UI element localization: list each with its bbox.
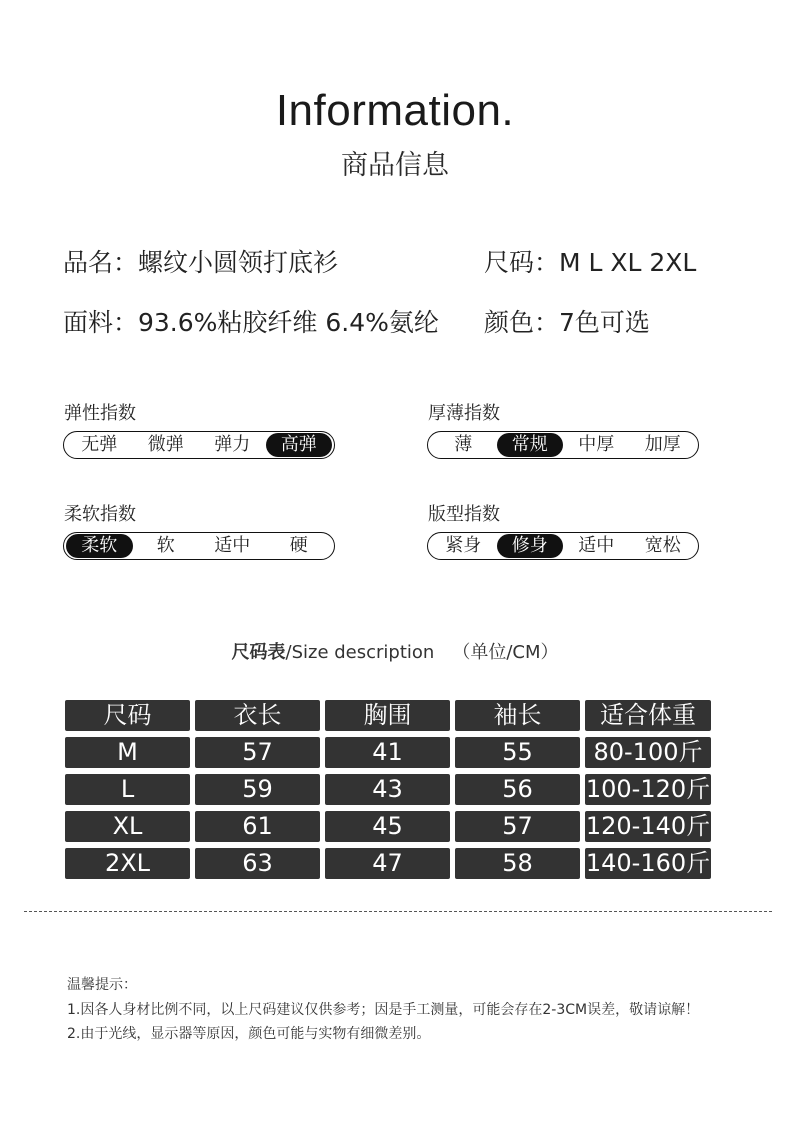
title-cn: 商品信息 — [341, 150, 449, 181]
index-option: 柔软 — [66, 534, 133, 558]
info-name: 品名：螺纹小圆领打底衫 — [63, 248, 339, 277]
notes-line-2: 2.由于光线，显示器等原因，颜色可能与实物有细微差别。 — [67, 1026, 431, 1042]
index-option: 适中 — [214, 535, 251, 556]
table-cell: 55 — [455, 737, 580, 768]
table-cell: 57 — [455, 811, 580, 842]
index-title: 弹性指数 — [64, 403, 136, 424]
index-scale — [63, 532, 335, 560]
index-option: 弹力 — [214, 434, 251, 455]
index-option: 高弹 — [266, 433, 333, 457]
index-option: 软 — [156, 535, 175, 556]
index-option: 修身 — [497, 534, 564, 558]
table-cell: M — [65, 737, 190, 768]
size-chart-heading-bold: 尺码表 — [231, 642, 286, 663]
table-cell: 47 — [325, 848, 450, 879]
index-option: 微弹 — [147, 434, 184, 455]
table-cell: 41 — [325, 737, 450, 768]
index-option: 无弹 — [81, 434, 118, 455]
index-scale — [427, 431, 699, 459]
table-cell: L — [65, 774, 190, 805]
table-cell: XL — [65, 811, 190, 842]
table-cell: 140-160斤 — [585, 849, 711, 877]
title-en: Information. — [275, 86, 515, 135]
index-title: 厚薄指数 — [428, 403, 500, 424]
dashed-divider — [24, 911, 772, 912]
info-color: 颜色：7色可选 — [484, 308, 650, 337]
index-option: 宽松 — [644, 535, 681, 556]
table-cell: 100-120斤 — [585, 775, 711, 803]
table-cell: 63 — [195, 848, 320, 879]
table-header-cell: 袖长 — [455, 700, 580, 731]
table-cell: 43 — [325, 774, 450, 805]
table-cell: 57 — [195, 737, 320, 768]
size-chart-heading-rest: /Size description — [285, 642, 435, 663]
table-cell: 45 — [325, 811, 450, 842]
index-option: 硬 — [289, 535, 308, 556]
notes-title: 温馨提示： — [67, 977, 137, 993]
table-cell: 56 — [455, 774, 580, 805]
table-cell: 80-100斤 — [585, 737, 711, 768]
table-cell: 120-140斤 — [585, 812, 711, 840]
table-header-cell: 胸围 — [325, 700, 450, 731]
index-title: 版型指数 — [428, 504, 500, 525]
index-scale — [63, 431, 335, 459]
index-option: 中厚 — [578, 434, 615, 455]
info-fabric: 面料：93.6%粘胶纤维 6.4%氨纶 — [63, 308, 439, 337]
table-header-cell: 尺码 — [65, 700, 190, 731]
table-cell: 58 — [455, 848, 580, 879]
index-option: 紧身 — [445, 535, 482, 556]
table-cell: 59 — [195, 774, 320, 805]
table-header-cell: 适合体重 — [585, 700, 711, 731]
index-option: 薄 — [454, 434, 473, 455]
size-chart-heading — [0, 638, 790, 664]
index-scale — [427, 532, 699, 560]
index-option: 常规 — [497, 433, 564, 457]
table-cell: 2XL — [65, 848, 190, 879]
notes-line-1: 1.因各人身材比例不同，以上尺码建议仅供参考；因是手工测量，可能会存在2-3CM误差，敬请谅解！ — [67, 1002, 700, 1018]
table-header-cell: 衣长 — [195, 700, 320, 731]
index-option: 加厚 — [644, 434, 681, 455]
index-title: 柔软指数 — [64, 504, 136, 525]
info-size: 尺码：M L XL 2XL — [484, 248, 697, 277]
size-chart-unit: （单位/CM） — [452, 642, 559, 663]
index-option: 适中 — [578, 535, 615, 556]
table-cell: 61 — [195, 811, 320, 842]
